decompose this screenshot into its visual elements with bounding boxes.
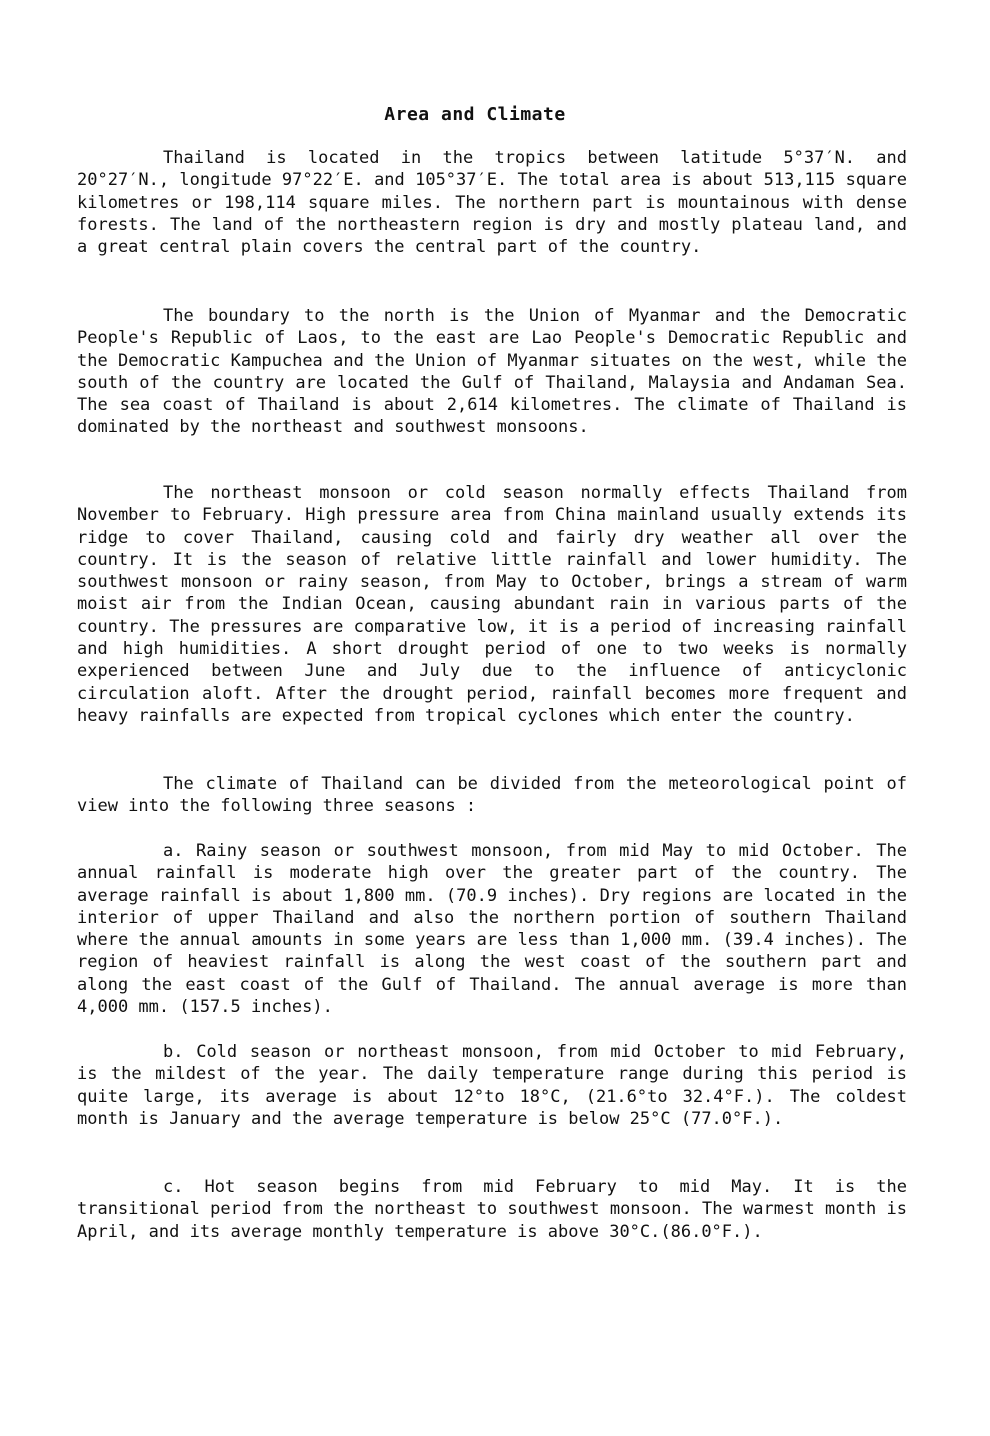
- page-title: Area and Climate: [384, 104, 566, 125]
- paragraph-cold-season: b. Cold season or northeast monsoon, from mid October to mid February, is the mildest of the year. The daily temperature range during this period is quite large, its average is about 12°to 18°C, (21.6°to 32.4°F.). The coldest month is January and the average temperature is below 25°C (77.0°F.).: [77, 1042, 907, 1129]
- paragraph-rainy-season: a. Rainy season or southwest monsoon, from mid May to mid October. The annual rainfall is moderate high over the greater part of the country. The average rainfall is about 1,800 mm. (70.9 inches). Dry regions are located in the interior of upper Thailand and also the northern portion of southern Thailand where the annual amounts in some years are less than 1,000 mm. (39.4 inches). The region of heaviest rainfall is along the west coast of the southern part and along the east coast of the Gulf of Thailand. The annual average is more than 4,000 mm. (157.5 inches).: [77, 841, 907, 1018]
- paragraph-hot-season: c. Hot season begins from mid February to mid May. It is the transitional period from the northeast to southwest monsoon. The warmest month is April, and its average monthly temperature is above 30°C.(86.0°F.).: [77, 1177, 907, 1242]
- paragraph-seasons-intro: The climate of Thailand can be divided from the meteorological point of view into the following three seasons :: [77, 774, 907, 817]
- paragraph-location-area: Thailand is located in the tropics between latitude 5°37′N. and 20°27′N., longitude 97°22′E. and 105°37′E. The total area is about 513,115 square kilometres or 198,114 square miles. The northern part is mountainous with dense forests. The land of the northeastern region is dry and mostly plateau land, and a great central plain covers the central part of the country.: [77, 148, 907, 258]
- paragraph-monsoons: The northeast monsoon or cold season normally effects Thailand from November to February. High pressure area from China mainland usually extends its ridge to cover Thailand, causing cold and fairly dry weather all over the country. It is the season of relative little rainfall and lower humidity. The southwest monsoon or rainy season, from May to October, brings a stream of warm moist air from the Indian Ocean, causing abundant rain in various parts of the country. The pressures are comparative low, it is a period of increasing rainfall and high humidities. A short drought period of one to two weeks is normally experienced between June and July due to the influence of anticyclonic circulation aloft. After the drought period, rainfall becomes more frequent and heavy rainfalls are expected from tropical cyclones which enter the country.: [77, 483, 907, 726]
- paragraph-boundaries: The boundary to the north is the Union of Myanmar and the Democratic People's Republic of Laos, to the east are Lao People's Democratic Republic and the Democratic Kampuchea and the Union of Myanmar situates on the west, while the south of the country are located the Gulf of Thailand, Malaysia and Andaman Sea. The sea coast of Thailand is about 2,614 kilometres. The climate of Thailand is dominated by the northeast and southwest monsoons.: [77, 306, 907, 438]
